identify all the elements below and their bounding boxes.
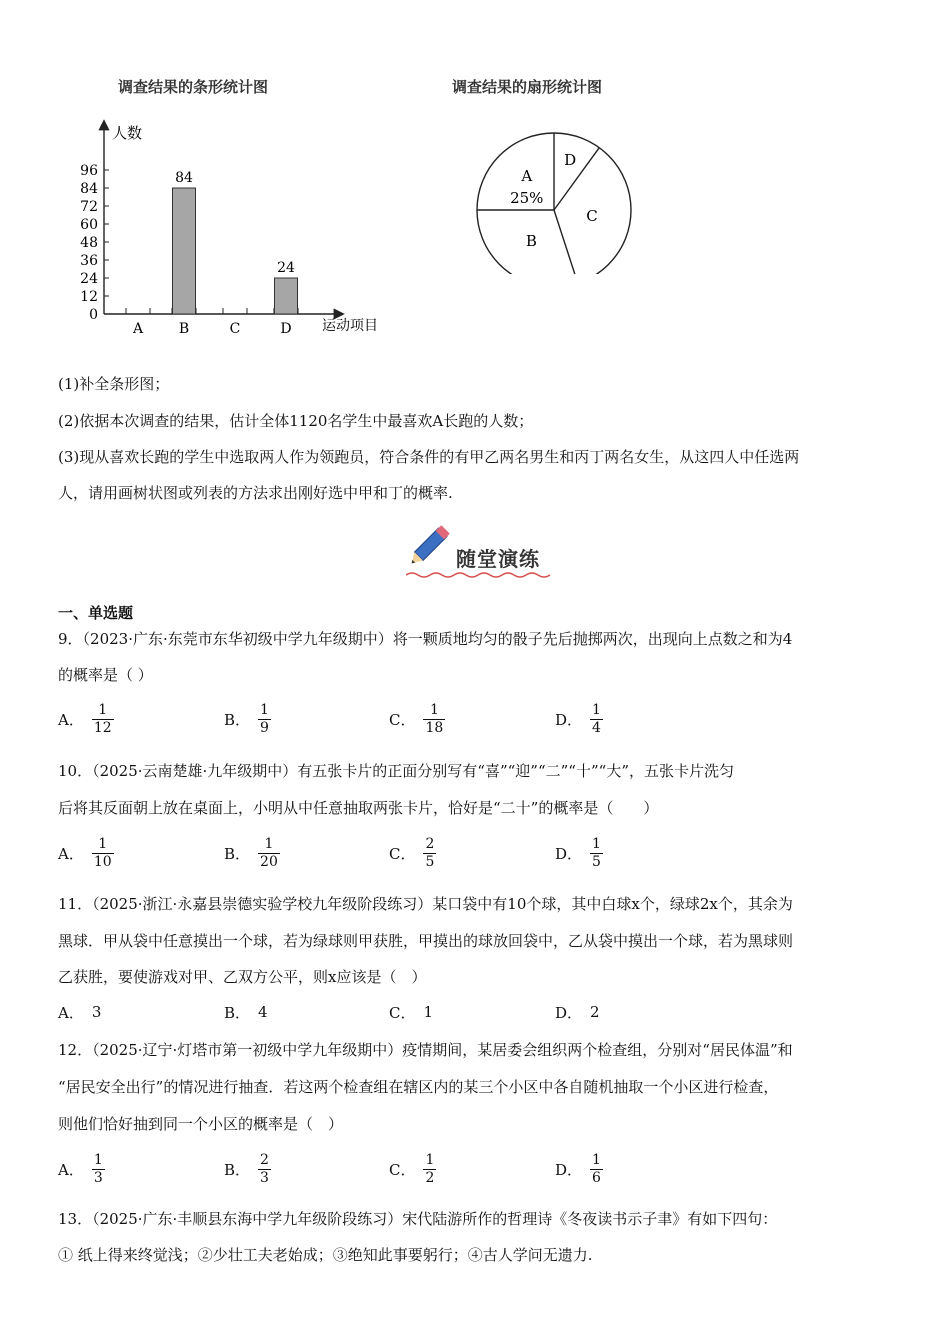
q12-option-c[interactable]: C． $\frac{1}{2}$ — [389, 1151, 435, 1186]
y-tick-label: 12 — [80, 289, 98, 305]
q10-option-a[interactable]: A． $\frac{1}{10}$ — [58, 835, 112, 870]
practice-banner — [400, 515, 550, 580]
bar-chart-title: 调查结果的条形统计图 — [118, 78, 269, 96]
y-tick-label: 96 — [80, 163, 98, 179]
bar — [275, 278, 298, 314]
q9-option-b[interactable]: B． $\frac{1}{9}$ — [224, 701, 269, 736]
y-tick-label: 0 — [89, 307, 98, 323]
q11-option-a[interactable]: A． 3 — [58, 1003, 102, 1022]
q9-option-a[interactable]: A． $\frac{1}{12}$ — [58, 701, 112, 736]
q11-option-c[interactable]: C． 1 — [389, 1003, 434, 1022]
pie-slice-percent: 25% — [510, 188, 544, 207]
bar — [173, 188, 196, 314]
q11-line-1: 11．（2025·浙江·永嘉县崇德实验学校九年级阶段练习）某口袋中有10个球，其中白球x个，绿球2x个，其余为 — [58, 895, 793, 913]
y-tick-label: 36 — [80, 253, 98, 269]
q10-line-1: 10．（2025·云南楚雄·九年级期中）有五张卡片的正面分别写有“喜”“迎”“二”“十”“大”，五张卡片洗匀 — [58, 762, 734, 780]
q12-line-2: “居民安全出行”的情况进行抽查．若这两个检查组在辖区内的某三个小区中各自随机抽取一个小区进行检查， — [58, 1078, 779, 1096]
part-3-line-1: (3)现从喜欢长跑的学生中选取两人作为领跑员，符合条件的有甲乙两名男生和丙丁两名女生，从这四人中任选两 — [58, 448, 800, 466]
bar-value-label: 84 — [175, 170, 193, 186]
q10-option-d[interactable]: D． $\frac{1}{5}$ — [555, 835, 601, 870]
q9-option-c[interactable]: C． $\frac{1}{18}$ — [389, 701, 444, 736]
q9-options — [58, 697, 758, 741]
bar-value-label: 24 — [277, 260, 295, 276]
y-tick-label: 84 — [80, 181, 98, 197]
part-2: (2)依据本次调查的结果，估计全体1120名学生中最喜欢A长跑的人数； — [58, 412, 534, 430]
q13-line-1: 13．（2025·广东·丰顺县东海中学九年级阶段练习）宋代陆游所作的哲理诗《冬夜读书示子聿》有如下四句： — [58, 1210, 778, 1228]
q12-options — [58, 1147, 758, 1191]
q9-option-d[interactable]: D． $\frac{1}{4}$ — [555, 701, 601, 736]
part-3-line-2: 人，请用画树状图或列表的方法求出刚好选中甲和丁的概率. — [58, 484, 453, 502]
y-tick-label: 60 — [80, 217, 98, 233]
part-1: (1)补全条形图； — [58, 375, 170, 393]
q10-option-b[interactable]: B． $\frac{1}{20}$ — [224, 835, 278, 870]
q12-line-3: 则他们恰好抽到同一个小区的概率是（ ） — [58, 1115, 344, 1133]
y-axis-label: 人数 — [112, 124, 143, 142]
pie-chart-title: 调查结果的扇形统计图 — [452, 78, 603, 96]
q11-options — [58, 990, 758, 1034]
q12-option-a[interactable]: A． $\frac{1}{3}$ — [58, 1151, 103, 1186]
y-tick-label: 72 — [80, 199, 98, 215]
banner-text: 随堂演练 — [456, 547, 540, 571]
section-title: 一、单选题 — [58, 604, 134, 622]
y-tick-label: 24 — [80, 271, 98, 287]
x-tick-label: D — [280, 321, 292, 337]
q11-line-2: 黑球．甲从袋中任意摸出一个球，若为绿球则甲获胜，甲摸出的球放回袋中，乙从袋中摸出一个球，若为黑球则 — [58, 932, 794, 950]
pie-chart — [470, 124, 640, 274]
q12-option-b[interactable]: B． $\frac{2}{3}$ — [224, 1151, 269, 1186]
x-tick-label: C — [229, 321, 241, 337]
q12-line-1: 12．（2025·辽宁·灯塔市第一初级中学九年级期中）疫情期间，某居委会组织两个检查组，分别对“居民体温”和 — [58, 1041, 793, 1059]
q12-option-d[interactable]: D． $\frac{1}{6}$ — [555, 1151, 601, 1186]
q11-option-d[interactable]: D． 2 — [555, 1003, 600, 1022]
pie-slice-label: C — [586, 207, 598, 226]
q10-options — [58, 831, 758, 875]
q11-line-3: 乙获胜，要使游戏对甲、乙双方公平，则x应该是（ ） — [58, 968, 427, 986]
pie-slice-label: D — [564, 151, 577, 170]
q11-option-b[interactable]: B． 4 — [224, 1003, 268, 1022]
x-tick-label: A — [132, 321, 144, 337]
q9-line-1: 9．（2023·广东·东莞市东华初级中学九年级期中）将一颗质地均匀的骰子先后抛掷两次，出现向上点数之和为4 — [58, 630, 793, 648]
pencil-icon — [400, 515, 460, 575]
q10-option-c[interactable]: C． $\frac{2}{5}$ — [389, 835, 435, 870]
q13-line-2: ① 纸上得来终觉浅；②少壮工夫老始成；③绝知此事要躬行；④古人学问无遗力. — [58, 1246, 593, 1264]
pie-slice-label: B — [525, 232, 537, 251]
x-tick-label: B — [178, 321, 190, 337]
pie-slice-edge — [554, 148, 599, 210]
q9-line-2: 的概率是（ ） — [58, 666, 153, 684]
bar-chart — [50, 110, 410, 350]
pie-slice-label: A — [521, 166, 533, 185]
pie-slice-edge — [554, 210, 578, 274]
q10-line-2: 后将其反面朝上放在桌面上，小明从中任意抽取两张卡片，恰好是“二十”的概率是（ ） — [58, 799, 659, 817]
x-axis-label: 运动项目 — [322, 318, 378, 334]
banner-underline — [406, 571, 556, 579]
y-tick-label: 48 — [80, 235, 98, 251]
